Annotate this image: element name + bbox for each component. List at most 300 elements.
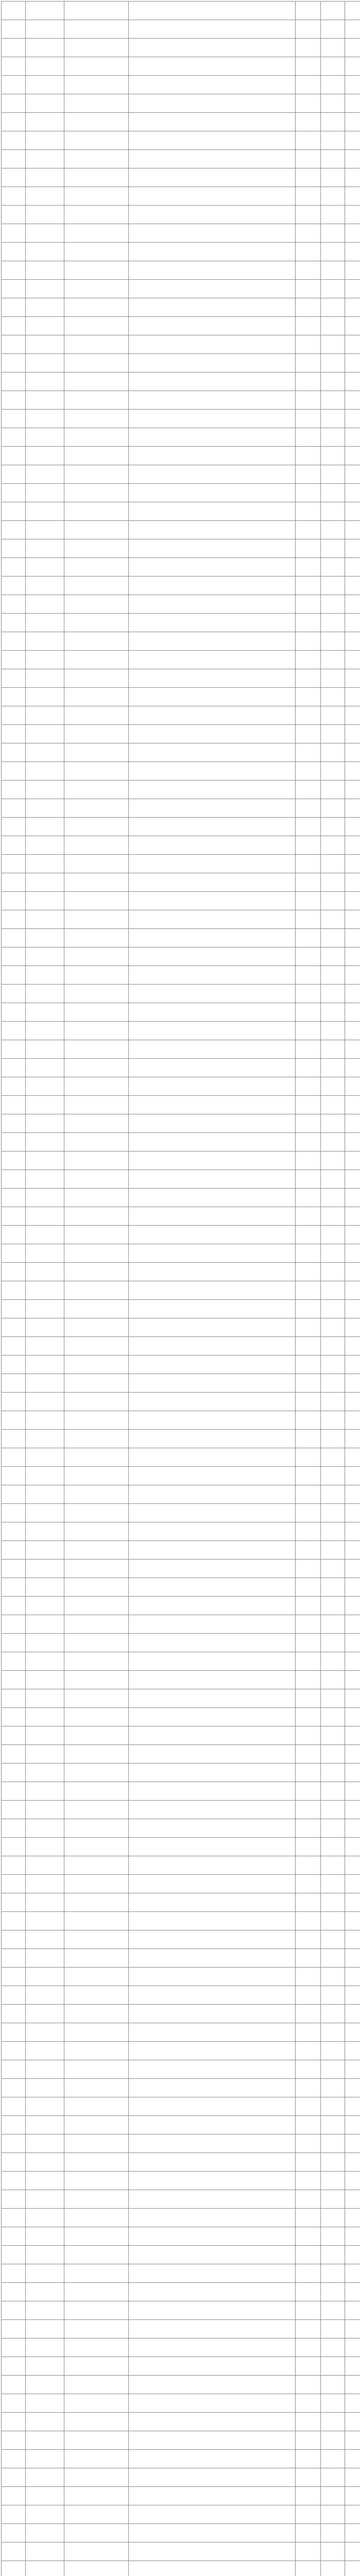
record-title-cell	[129, 1634, 296, 1652]
retention-term-cell	[345, 1114, 360, 1133]
row-number-cell	[2, 2264, 26, 2283]
table-row	[2, 2246, 360, 2264]
row-number-cell	[2, 1782, 26, 1801]
year-cell	[296, 1355, 321, 1374]
extra-cell	[321, 2134, 345, 2153]
extra-cell	[321, 1819, 345, 1838]
table-row	[2, 1226, 360, 1244]
table-row	[2, 224, 360, 243]
year-cell	[296, 2487, 321, 2505]
record-title-cell	[129, 1615, 296, 1634]
table-row	[2, 1393, 360, 1411]
retention-term-cell	[345, 706, 360, 725]
year-cell	[296, 1077, 321, 1096]
row-number-cell	[2, 502, 26, 521]
retention-term-cell	[345, 1912, 360, 1930]
record-title-cell	[129, 2394, 296, 2413]
record-title-cell	[129, 2116, 296, 2134]
record-title-cell	[129, 892, 296, 910]
record-title-cell	[129, 2023, 296, 2042]
unit-cell	[26, 1819, 64, 1838]
retention-term-cell	[345, 743, 360, 762]
year-cell	[296, 1856, 321, 1875]
record-title-cell	[129, 187, 296, 206]
unit-cell	[26, 1300, 64, 1318]
row-number-cell	[2, 2487, 26, 2505]
row-number-cell	[2, 1708, 26, 1726]
retention-term-cell	[345, 113, 360, 131]
year-cell	[296, 2079, 321, 2097]
retention-term-cell	[345, 799, 360, 818]
table-row	[2, 1448, 360, 1467]
record-code-cell	[64, 1764, 129, 1782]
retention-term-cell	[345, 2505, 360, 2524]
record-code-cell	[64, 614, 129, 632]
row-number-cell	[2, 2134, 26, 2153]
record-code-cell	[64, 595, 129, 614]
retention-term-cell	[345, 2227, 360, 2246]
row-number-cell	[2, 428, 26, 447]
year-cell	[296, 187, 321, 206]
record-code-cell	[64, 1318, 129, 1337]
record-code-cell	[64, 465, 129, 484]
unit-cell	[26, 1856, 64, 1875]
unit-cell	[26, 1207, 64, 1226]
year-cell	[296, 1485, 321, 1504]
row-number-cell	[2, 1263, 26, 1281]
extra-cell	[321, 1300, 345, 1318]
unit-cell	[26, 168, 64, 187]
year-cell	[296, 2468, 321, 2487]
retention-term-cell	[345, 1578, 360, 1597]
record-code-cell	[64, 20, 129, 39]
year-cell	[296, 2338, 321, 2357]
extra-cell	[321, 577, 345, 595]
table-row	[2, 1615, 360, 1634]
unit-cell	[26, 428, 64, 447]
unit-cell	[26, 1504, 64, 1522]
row-number-cell	[2, 1059, 26, 1077]
row-number-cell	[2, 1096, 26, 1114]
record-code-cell	[64, 577, 129, 595]
year-cell	[296, 1819, 321, 1838]
record-title-cell	[129, 298, 296, 317]
record-code-cell	[64, 298, 129, 317]
year-cell	[296, 688, 321, 706]
record-title-cell	[129, 873, 296, 892]
record-code-cell	[64, 1578, 129, 1597]
table-row	[2, 243, 360, 261]
record-title-cell	[129, 799, 296, 818]
table-row	[2, 1189, 360, 1207]
record-title-cell	[129, 1022, 296, 1040]
record-code-cell	[64, 39, 129, 57]
table-row	[2, 335, 360, 354]
unit-cell	[26, 502, 64, 521]
unit-cell	[26, 725, 64, 743]
table-row	[2, 447, 360, 465]
extra-cell	[321, 94, 345, 113]
row-number-cell	[2, 1430, 26, 1448]
record-title-cell	[129, 2338, 296, 2357]
year-cell	[296, 651, 321, 669]
row-number-cell	[2, 280, 26, 298]
extra-cell	[321, 595, 345, 614]
record-code-cell	[64, 2264, 129, 2283]
table-row	[2, 929, 360, 947]
year-cell	[296, 2450, 321, 2468]
unit-cell	[26, 1077, 64, 1096]
year-cell	[296, 2172, 321, 2190]
year-cell	[296, 595, 321, 614]
unit-cell	[26, 1522, 64, 1541]
retention-term-cell	[345, 1040, 360, 1059]
table-row	[2, 131, 360, 150]
retention-term-cell	[345, 57, 360, 76]
record-title-cell	[129, 2005, 296, 2023]
year-cell	[296, 2134, 321, 2153]
table-row	[2, 2005, 360, 2023]
row-number-cell	[2, 1949, 26, 1968]
retention-term-cell	[345, 2190, 360, 2209]
row-number-cell	[2, 1318, 26, 1337]
table-row	[2, 818, 360, 836]
table-row	[2, 799, 360, 818]
record-code-cell	[64, 947, 129, 966]
unit-cell	[26, 2005, 64, 2023]
extra-cell	[321, 1077, 345, 1096]
year-cell	[296, 2301, 321, 2320]
extra-cell	[321, 1578, 345, 1597]
year-cell	[296, 1318, 321, 1337]
extra-cell	[321, 1745, 345, 1764]
table-row	[2, 1764, 360, 1782]
table-row	[2, 1114, 360, 1133]
unit-cell	[26, 1597, 64, 1615]
record-code-cell	[64, 447, 129, 465]
extra-cell	[321, 1912, 345, 1930]
table-row	[2, 1875, 360, 1893]
year-cell	[296, 2320, 321, 2338]
retention-term-cell	[345, 1782, 360, 1801]
row-number-cell	[2, 335, 26, 354]
table-row	[2, 1170, 360, 1189]
record-title-cell	[129, 57, 296, 76]
retention-term-cell	[345, 2005, 360, 2023]
table-row	[2, 76, 360, 94]
unit-cell	[26, 2394, 64, 2413]
row-number-cell	[2, 1133, 26, 1151]
row-number-cell	[2, 669, 26, 688]
year-cell	[296, 335, 321, 354]
record-title-cell	[129, 669, 296, 688]
extra-cell	[321, 261, 345, 280]
table-row	[2, 1652, 360, 1671]
record-code-cell	[64, 1355, 129, 1374]
unit-cell	[26, 762, 64, 781]
unit-cell	[26, 595, 64, 614]
extra-cell	[321, 2283, 345, 2301]
record-code-cell	[64, 2561, 129, 2576]
extra-cell	[321, 1133, 345, 1151]
year-cell	[296, 391, 321, 410]
unit-cell	[26, 298, 64, 317]
record-title-cell	[129, 836, 296, 855]
row-number-cell	[2, 410, 26, 428]
year-cell	[296, 1522, 321, 1541]
record-code-cell	[64, 1652, 129, 1671]
row-number-cell	[2, 1893, 26, 1912]
row-number-cell	[2, 2097, 26, 2116]
table-row	[2, 150, 360, 168]
record-code-cell	[64, 2376, 129, 2394]
row-number-cell	[2, 558, 26, 577]
retention-term-cell	[345, 1801, 360, 1819]
year-cell	[296, 1189, 321, 1207]
row-number-cell	[2, 1726, 26, 1745]
record-code-cell	[64, 131, 129, 150]
row-number-cell	[2, 2468, 26, 2487]
record-code-cell	[64, 206, 129, 224]
retention-term-cell	[345, 2264, 360, 2283]
year-cell	[296, 206, 321, 224]
retention-term-cell	[345, 2, 360, 20]
record-title-cell	[129, 2505, 296, 2524]
record-title-cell	[129, 2060, 296, 2079]
row-number-cell	[2, 2505, 26, 2524]
row-number-cell	[2, 1634, 26, 1652]
year-cell	[296, 57, 321, 76]
table-row	[2, 1355, 360, 1374]
year-cell	[296, 1782, 321, 1801]
unit-cell	[26, 1560, 64, 1578]
retention-term-cell	[345, 2338, 360, 2357]
retention-term-cell	[345, 1207, 360, 1226]
retention-term-cell	[345, 261, 360, 280]
retention-term-cell	[345, 410, 360, 428]
year-cell	[296, 614, 321, 632]
row-number-cell	[2, 2246, 26, 2264]
row-number-cell	[2, 1578, 26, 1597]
extra-cell	[321, 1726, 345, 1745]
retention-term-cell	[345, 2524, 360, 2543]
record-code-cell	[64, 1782, 129, 1801]
retention-term-cell	[345, 76, 360, 94]
retention-term-cell	[345, 929, 360, 947]
record-title-cell	[129, 1726, 296, 1745]
year-cell	[296, 372, 321, 391]
year-cell	[296, 966, 321, 985]
extra-cell	[321, 1634, 345, 1652]
retention-term-cell	[345, 335, 360, 354]
record-code-cell	[64, 2413, 129, 2431]
extra-cell	[321, 1374, 345, 1393]
unit-cell	[26, 2172, 64, 2190]
record-code-cell	[64, 428, 129, 447]
row-number-cell	[2, 651, 26, 669]
extra-cell	[321, 1485, 345, 1504]
unit-cell	[26, 150, 64, 168]
record-title-cell	[129, 1801, 296, 1819]
year-cell	[296, 725, 321, 743]
table-row	[2, 465, 360, 484]
record-code-cell	[64, 651, 129, 669]
extra-cell	[321, 391, 345, 410]
record-code-cell	[64, 2301, 129, 2320]
row-number-cell	[2, 1040, 26, 1059]
record-code-cell	[64, 688, 129, 706]
table-row	[2, 261, 360, 280]
row-number-cell	[2, 2301, 26, 2320]
row-number-cell	[2, 1281, 26, 1300]
extra-cell	[321, 1560, 345, 1578]
row-number-cell	[2, 743, 26, 762]
extra-cell	[321, 1281, 345, 1300]
extra-cell	[321, 1838, 345, 1856]
retention-term-cell	[345, 1059, 360, 1077]
retention-term-cell	[345, 1263, 360, 1281]
record-code-cell	[64, 2209, 129, 2227]
year-cell	[296, 632, 321, 651]
retention-term-cell	[345, 1708, 360, 1726]
record-title-cell	[129, 1522, 296, 1541]
table-row	[2, 2468, 360, 2487]
record-title-cell	[129, 1114, 296, 1133]
year-cell	[296, 1838, 321, 1856]
retention-term-cell	[345, 298, 360, 317]
record-code-cell	[64, 1893, 129, 1912]
unit-cell	[26, 539, 64, 558]
row-number-cell	[2, 947, 26, 966]
year-cell	[296, 150, 321, 168]
unit-cell	[26, 447, 64, 465]
record-title-cell	[129, 261, 296, 280]
row-number-cell	[2, 131, 26, 150]
unit-cell	[26, 1708, 64, 1726]
record-code-cell	[64, 1374, 129, 1393]
row-number-cell	[2, 1912, 26, 1930]
retention-term-cell	[345, 1745, 360, 1764]
record-code-cell	[64, 2190, 129, 2209]
extra-cell	[321, 706, 345, 725]
retention-term-cell	[345, 1541, 360, 1560]
unit-cell	[26, 632, 64, 651]
row-number-cell	[2, 855, 26, 873]
record-title-cell	[129, 781, 296, 799]
unit-cell	[26, 1430, 64, 1448]
record-title-cell	[129, 372, 296, 391]
retention-term-cell	[345, 2468, 360, 2487]
table-row	[2, 410, 360, 428]
table-row	[2, 1059, 360, 1077]
extra-cell	[321, 2060, 345, 2079]
table-row	[2, 2394, 360, 2413]
table-row	[2, 2301, 360, 2320]
unit-cell	[26, 892, 64, 910]
unit-cell	[26, 2301, 64, 2320]
year-cell	[296, 2060, 321, 2079]
record-code-cell	[64, 2283, 129, 2301]
record-code-cell	[64, 669, 129, 688]
unit-cell	[26, 1615, 64, 1634]
extra-cell	[321, 966, 345, 985]
record-title-cell	[129, 447, 296, 465]
record-code-cell	[64, 410, 129, 428]
row-number-cell	[2, 484, 26, 502]
year-cell	[296, 1467, 321, 1485]
record-title-cell	[129, 966, 296, 985]
retention-term-cell	[345, 2431, 360, 2450]
row-number-cell	[2, 298, 26, 317]
retention-term-cell	[345, 20, 360, 39]
retention-term-cell	[345, 725, 360, 743]
unit-cell	[26, 836, 64, 855]
retention-term-cell	[345, 1689, 360, 1708]
year-cell	[296, 706, 321, 725]
unit-cell	[26, 2283, 64, 2301]
record-code-cell	[64, 1912, 129, 1930]
unit-cell	[26, 947, 64, 966]
table-row	[2, 2413, 360, 2431]
retention-term-cell	[345, 1022, 360, 1040]
record-title-cell	[129, 131, 296, 150]
row-number-cell	[2, 2042, 26, 2060]
extra-cell	[321, 2079, 345, 2097]
unit-cell	[26, 1578, 64, 1597]
record-code-cell	[64, 2042, 129, 2060]
table-row	[2, 985, 360, 1003]
retention-term-cell	[345, 1522, 360, 1541]
record-title-cell	[129, 1355, 296, 1374]
row-number-cell	[2, 2283, 26, 2301]
year-cell	[296, 1986, 321, 2005]
unit-cell	[26, 2023, 64, 2042]
record-title-cell	[129, 2543, 296, 2561]
row-number-cell	[2, 243, 26, 261]
retention-term-cell	[345, 558, 360, 577]
table-row	[2, 614, 360, 632]
record-title-cell	[129, 595, 296, 614]
extra-cell	[321, 1968, 345, 1986]
row-number-cell	[2, 1930, 26, 1949]
record-code-cell	[64, 1522, 129, 1541]
retention-term-cell	[345, 521, 360, 539]
row-number-cell	[2, 1170, 26, 1189]
year-cell	[296, 985, 321, 1003]
extra-cell	[321, 2, 345, 20]
extra-cell	[321, 335, 345, 354]
table-row	[2, 781, 360, 799]
year-cell	[296, 1541, 321, 1560]
extra-cell	[321, 2190, 345, 2209]
table-row	[2, 2450, 360, 2468]
unit-cell	[26, 280, 64, 298]
unit-cell	[26, 614, 64, 632]
unit-cell	[26, 2487, 64, 2505]
year-cell	[296, 2097, 321, 2116]
extra-cell	[321, 502, 345, 521]
year-cell	[296, 855, 321, 873]
retention-term-cell	[345, 910, 360, 929]
record-code-cell	[64, 1059, 129, 1077]
year-cell	[296, 1615, 321, 1634]
record-title-cell	[129, 2, 296, 20]
year-cell	[296, 2505, 321, 2524]
table-row	[2, 1318, 360, 1337]
row-number-cell	[2, 150, 26, 168]
unit-cell	[26, 1133, 64, 1151]
year-cell	[296, 2524, 321, 2543]
